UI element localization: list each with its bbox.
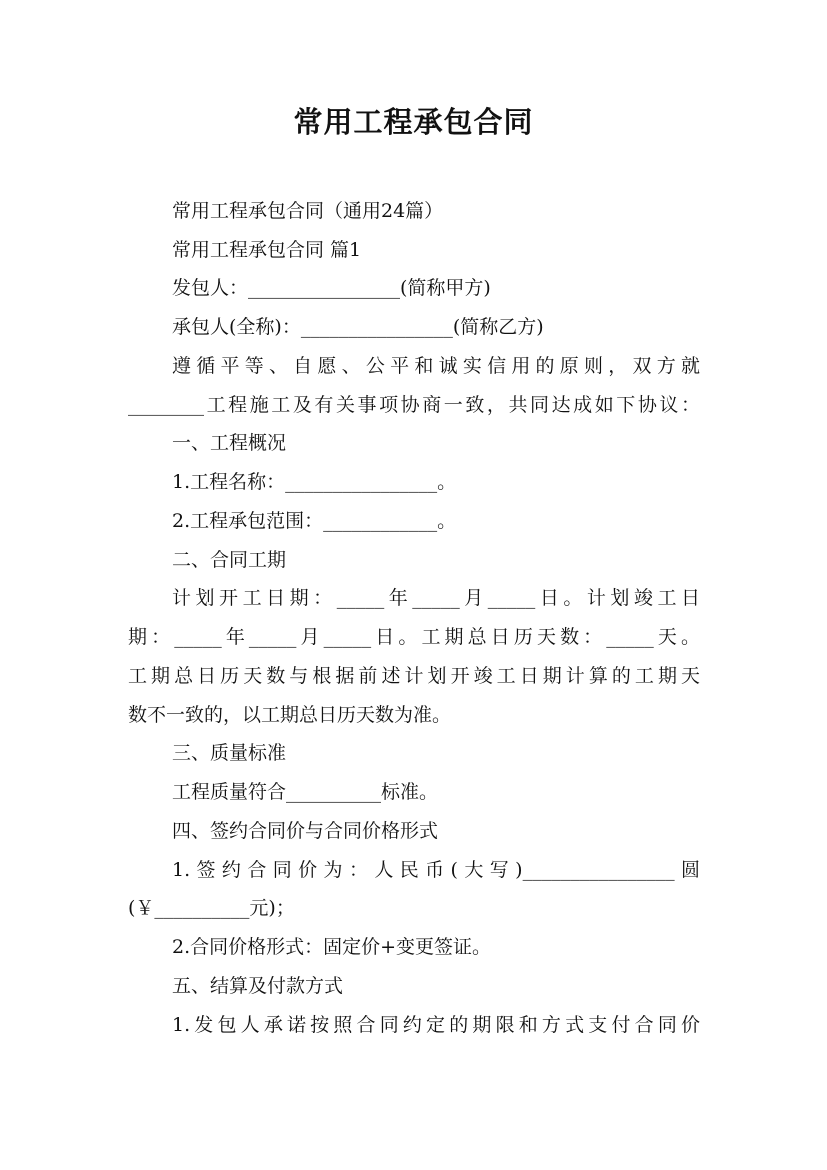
section-heading-5: 五、结算及付款方式 bbox=[172, 975, 344, 997]
subtitle-collection: 常用工程承包合同（通用24篇） bbox=[172, 200, 444, 222]
party-a-line: 发包人：________________(简称甲方) bbox=[172, 277, 491, 299]
subtitle-part-1: 常用工程承包合同 篇1 bbox=[172, 239, 362, 261]
schedule-line-2: 期：_____年_____月_____日。工期总日历天数：_____天。 bbox=[128, 626, 700, 648]
clause-project-scope: 2.工程承包范围：____________。 bbox=[172, 510, 457, 532]
section-heading-4: 四、签约合同价与合同价格形式 bbox=[172, 820, 439, 842]
section-heading-3: 三、质量标准 bbox=[172, 742, 287, 764]
contract-price-line-1: 1.签约合同价为：人民币(大写)________________圆 bbox=[172, 859, 700, 881]
clause-project-name: 1.工程名称：________________。 bbox=[172, 471, 457, 493]
quality-standard-line: 工程质量符合__________标准。 bbox=[172, 781, 439, 803]
schedule-line-3: 工期总日历天数与根据前述计划开竣工日期计算的工期天 bbox=[128, 665, 700, 687]
schedule-line-1: 计划开工日期：_____年_____月_____日。计划竣工日 bbox=[172, 587, 700, 609]
payment-line-1: 1.发包人承诺按照合同约定的期限和方式支付合同价 bbox=[172, 1014, 700, 1036]
price-form-line: 2.合同价格形式：固定价+变更签证。 bbox=[172, 936, 492, 958]
preamble-line-1: 遵循平等、自愿、公平和诚实信用的原则，双方就 bbox=[172, 355, 700, 377]
document-title: 常用工程承包合同 bbox=[293, 105, 534, 139]
section-heading-1: 一、工程概况 bbox=[172, 432, 287, 454]
preamble-line-2: ________工程施工及有关事项协商一致，共同达成如下协议： bbox=[128, 394, 700, 416]
contract-price-line-2: (￥__________元)； bbox=[128, 897, 295, 919]
section-heading-2: 二、合同工期 bbox=[172, 549, 287, 571]
schedule-line-4: 数不一致的，以工期总日历天数为准。 bbox=[128, 704, 452, 726]
party-b-line: 承包人(全称)：________________(简称乙方) bbox=[172, 316, 544, 338]
